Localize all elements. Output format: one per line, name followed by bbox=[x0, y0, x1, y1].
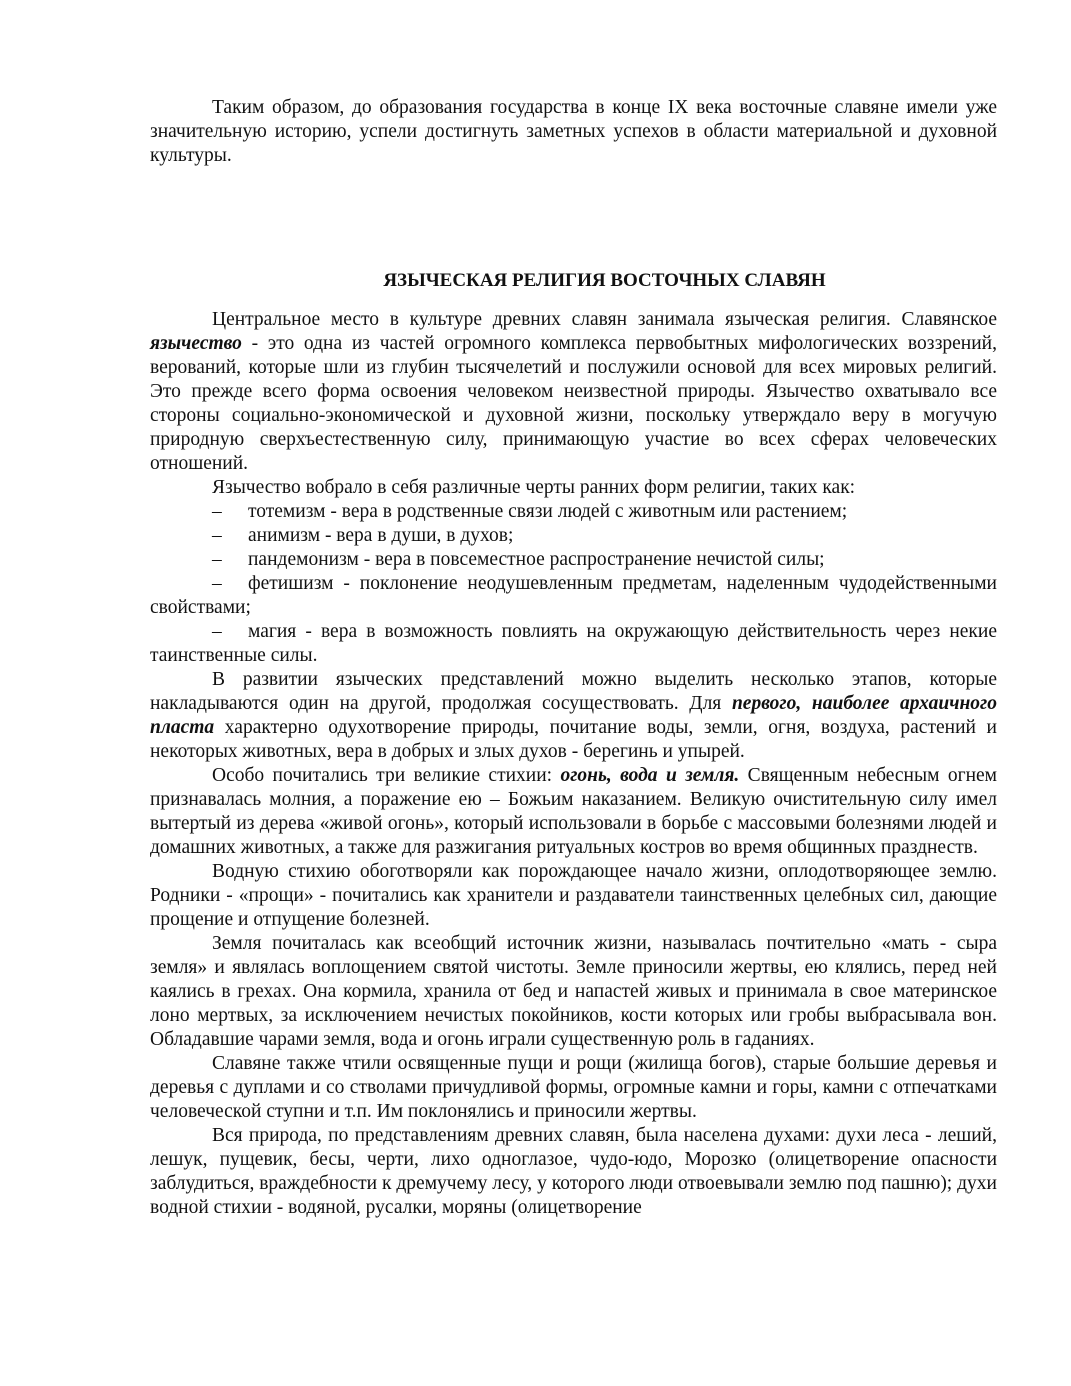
list-item-text: тотемизм - вера в родственные связи людей с животным или растением; bbox=[248, 501, 848, 522]
list-item-text: магия - вера в возможность повлиять на окружающую действительность через некие таинственные силы. bbox=[150, 621, 997, 666]
paragraph-5: Водную стихию обоготворяли как порождающее начало жизни, оплодотворяющее землю. Родники - «прощи» - почитались как хранители и раздаватели таинственных целебных сил, дающие прощение и отпущение болезней. bbox=[150, 861, 997, 930]
dash-marker: – bbox=[212, 501, 222, 522]
list-item-fetishism bbox=[150, 572, 997, 620]
paragraph-4-text-b: Священным небесным огнем признавалась молния, а поражение ею – Божьим наказанием. Великую очистительную силу имел вытертый из дерева «живой огонь», который использовали в борьбе с массовыми болезнями людей и домашних животных, а также для разжигания ритуальных костров во время общинных празднеств. bbox=[150, 765, 998, 858]
list-item-text: анимизм - вера в души, в духов; bbox=[248, 525, 514, 546]
list-item-totemism bbox=[150, 500, 997, 524]
document-page bbox=[150, 96, 997, 1220]
religion-forms-list bbox=[150, 500, 997, 668]
list-item-magic bbox=[150, 620, 997, 668]
paragraph-3 bbox=[150, 668, 997, 764]
paragraph-7: Славяне также чтили освященные пущи и рощи (жилища богов), старые большие деревья и деревья с дуплами и со стволами причудливой формы, огромные камни и горы, камни с отпечатками человеческой ступни и т.п. Им поклонялись и приносили жертвы. bbox=[150, 1053, 997, 1122]
list-item-text: пандемонизм - вера в повсеместное распространение нечистой силы; bbox=[248, 549, 825, 570]
dash-marker: – bbox=[212, 525, 222, 546]
paragraph-4-emphasis: огонь, вода и земля. bbox=[560, 765, 740, 786]
list-item-pandemonism bbox=[150, 548, 997, 572]
section-heading: ЯЗЫЧЕСКАЯ РЕЛИГИЯ ВОСТОЧНЫХ СЛАВЯН bbox=[383, 270, 826, 291]
dash-marker: – bbox=[212, 621, 222, 642]
paragraph-4 bbox=[150, 764, 997, 860]
paragraph-3-emphasis: первого, наиболее архаичного пласта bbox=[150, 693, 997, 738]
paragraph-2: Язычество вобрало в себя различные черты ранних форм религии, таких как: bbox=[212, 477, 856, 498]
paragraph-1 bbox=[150, 308, 997, 476]
list-item-animism bbox=[150, 524, 997, 548]
paragraph-3-text-b: характерно одухотворение природы, почитание воды, земли, огня, воздуха, растений и некоторых животных, вера в добрых и злых духов - берегинь и упырей. bbox=[150, 717, 997, 762]
list-item-text: фетишизм - поклонение неодушевленным предметам, наделенным чудодейственными свойствами; bbox=[150, 573, 997, 618]
paragraph-8: Вся природа, по представлениям древних славян, была населена духами: духи леса - леший, лешук, пущевик, бесы, черти, лихо одноглазое, чудо-юдо, Морозко (олицетворение опасности заблудиться, враждебности к дремучему лесу, у которого люди отвоевывали землю под пашню); духи водной стихии - водяной, русалки, моряны (олицетворение bbox=[150, 1125, 997, 1218]
paragraph-1-emphasis: язычество bbox=[150, 333, 242, 354]
paragraph-1-text-a: Центральное место в культуре древних славян занимала языческая религия. Славянское bbox=[212, 309, 997, 330]
paragraph-4-text-a: Особо почитались три великие стихии: bbox=[212, 765, 561, 786]
paragraph-6: Земля почиталась как всеобщий источник жизни, называлась почтительно «мать - сыра земля» и являлась воплощением святой чистоты. Земле приносили жертвы, ею клялись, перед ней каялись в грехах. Она кормила, хранила от бед и напастей живых и принимала в свое материнское лоно мертвых, за исключением нечистых покойников, кости которых или гробы выбрасывала вон. Обладавшие чарами земля, вода и огонь играли существенную роль в гаданиях. bbox=[150, 933, 997, 1050]
paragraph-3-text-a: В развитии языческих представлений можно выделить несколько этапов, которые накладываются один на другой, продолжая сосуществовать. Для bbox=[150, 669, 997, 714]
dash-marker: – bbox=[212, 573, 222, 594]
paragraph-1-text-b: - это одна из частей огромного комплекса первобытных мифологических воззрений, верований, которые шли из глубин тысячелетий и послужили основой для всех мировых религий. Это прежде всего форма освоения человеком неизвестной природы. Язычество охватывало все стороны социально-экономической и духовной жизни, поскольку утверждало веру в могучую природную сверхъестественную силу, принимающую участие во всех сферах человеческих отношений. bbox=[150, 333, 997, 474]
intro-paragraph: Таким образом, до образования государства в конце IX века восточные славяне имели уже значительную историю, успели достигнуть заметных успехов в области материальной и духовной культуры. bbox=[150, 97, 997, 166]
dash-marker: – bbox=[212, 549, 222, 570]
